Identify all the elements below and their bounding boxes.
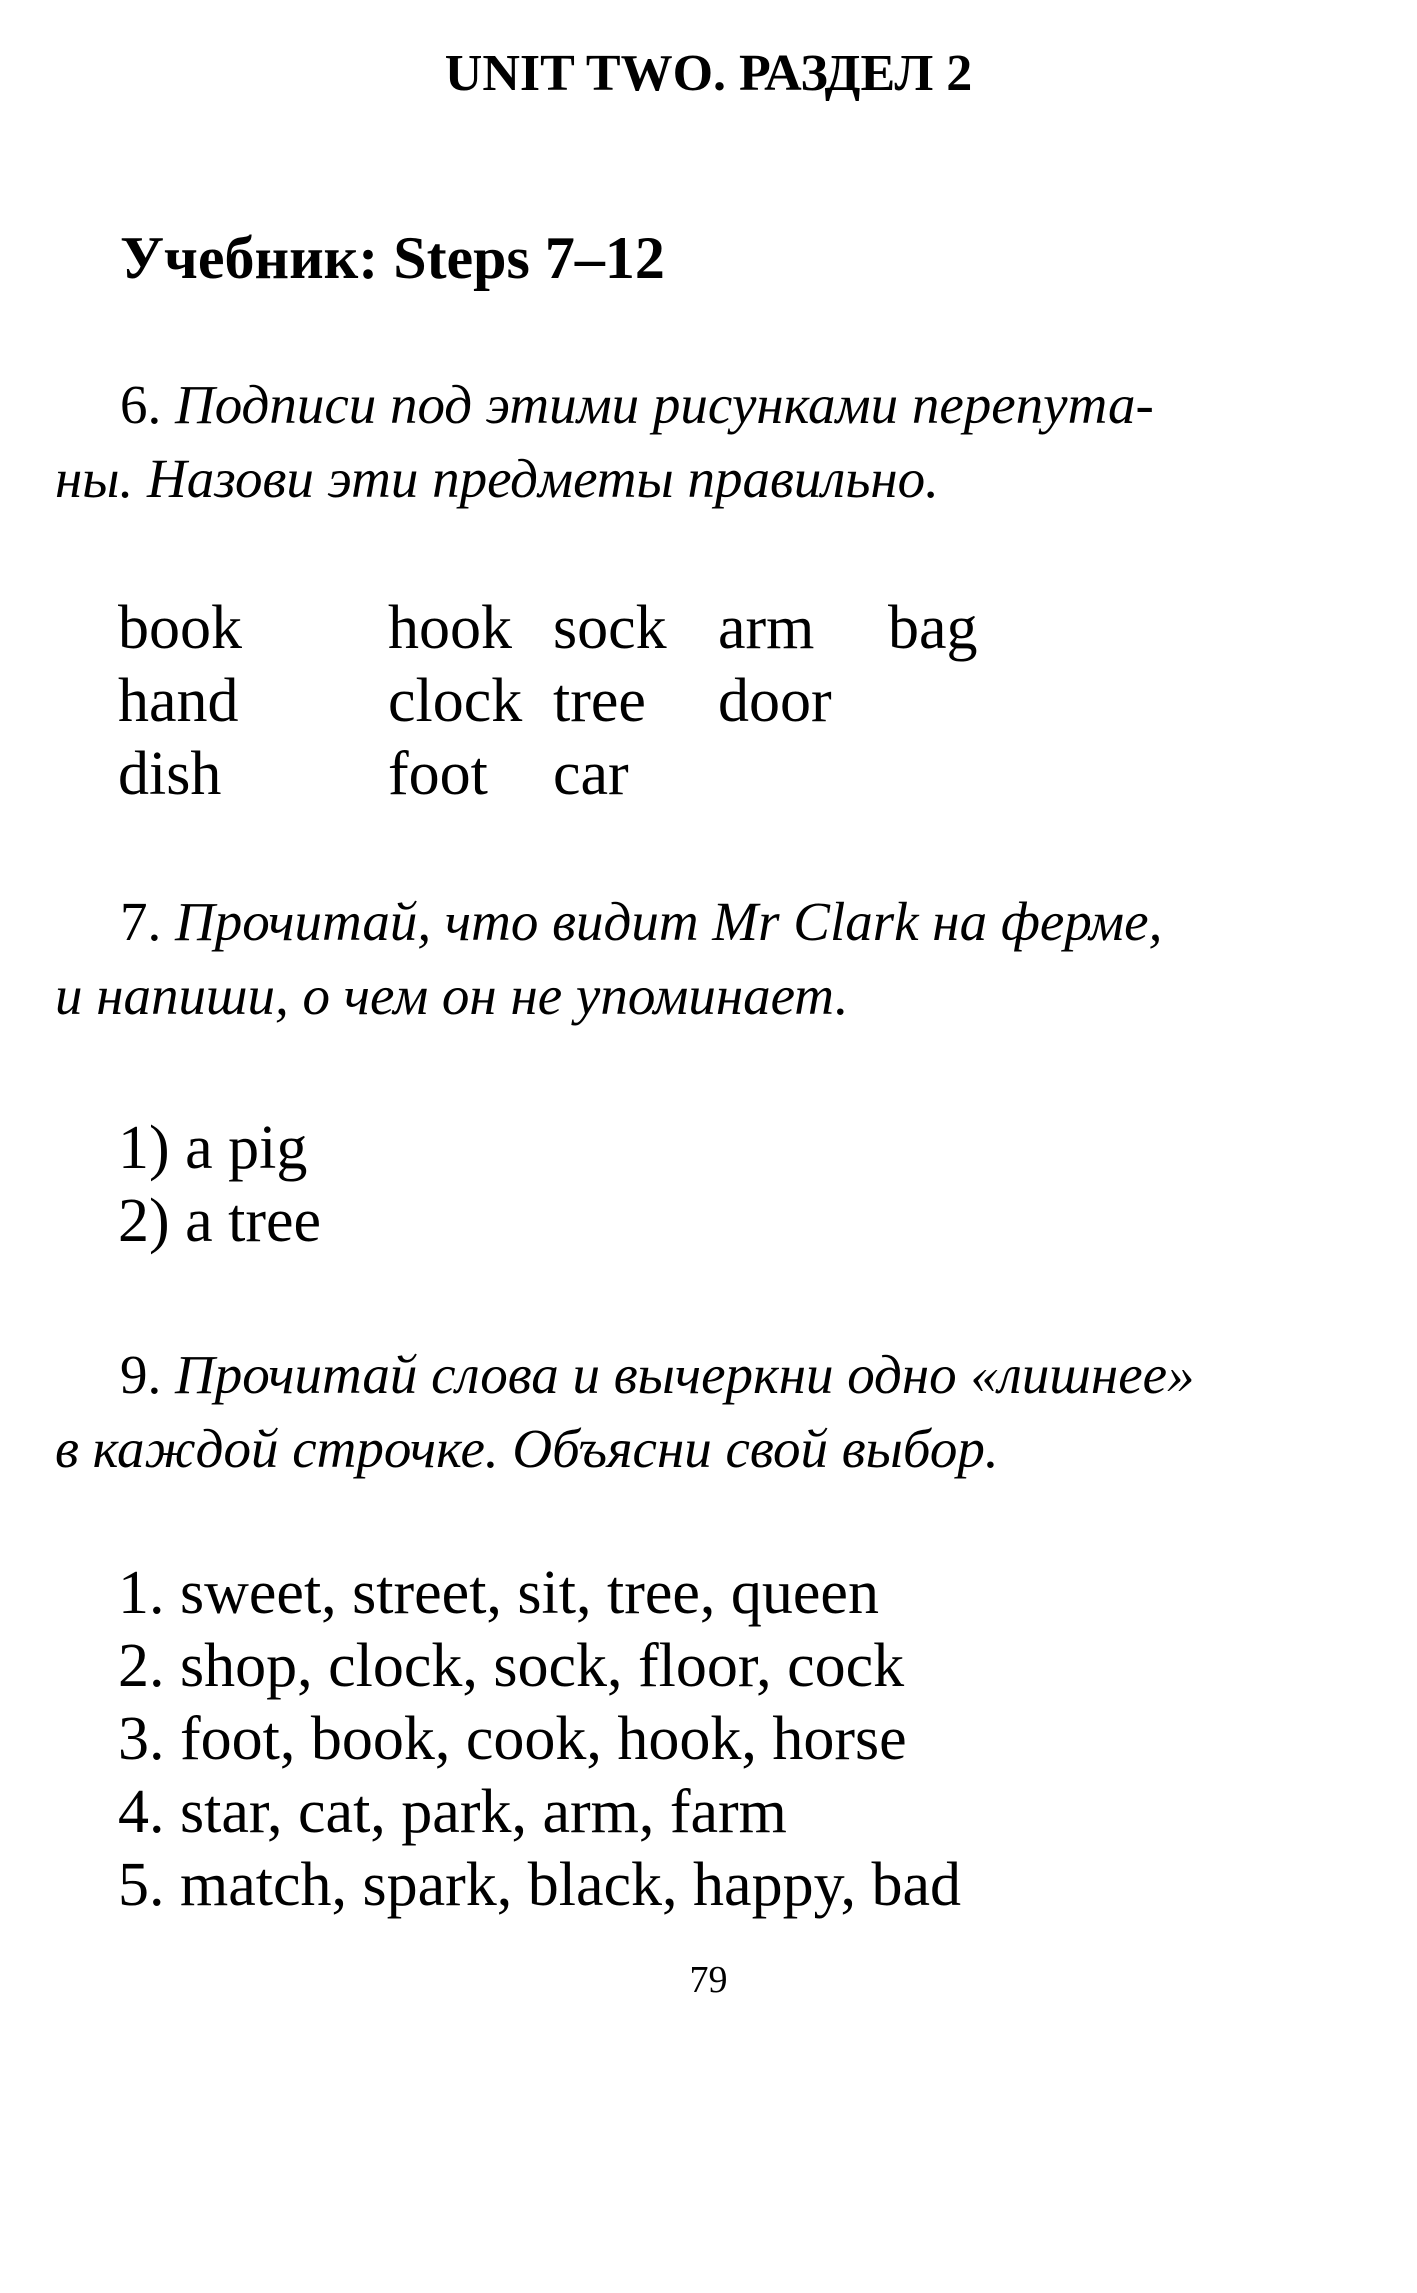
list-item: 1. sweet, street, sit, tree, queen xyxy=(118,1559,879,1627)
exercise-number: 7. xyxy=(120,891,162,952)
instruction-text: Подписи под этими рисунками перепута- xyxy=(175,374,1154,435)
word: door xyxy=(718,667,832,735)
page-number: 79 xyxy=(689,1959,728,2001)
instruction-line: в каждой строчке. Объясни свой выбор. xyxy=(55,1418,999,1479)
instruction-line: и напиши, о чем он не упоминает. xyxy=(55,965,849,1026)
list-item: 1) a pig xyxy=(118,1114,308,1182)
unit-header: UNIT TWO. РАЗДЕЛ 2 xyxy=(444,45,973,102)
list-item: 3. foot, book, cook, hook, horse xyxy=(118,1705,907,1773)
word: book xyxy=(118,594,242,662)
exercise-9-list xyxy=(118,1557,961,1922)
word: hook xyxy=(388,594,512,662)
word: sock xyxy=(553,594,667,662)
word: tree xyxy=(553,667,646,735)
word: clock xyxy=(388,667,523,735)
list-item: 2) a tree xyxy=(118,1187,322,1255)
exercise-6-word-grid xyxy=(118,592,1218,811)
list-item: 5. match, spark, black, happy, bad xyxy=(118,1851,962,1919)
word: hand xyxy=(118,667,239,735)
word-row xyxy=(118,592,1218,665)
textbook-reference: Учебник: Steps 7–12 xyxy=(120,225,665,291)
word-row xyxy=(118,738,1218,811)
instruction-text: Прочитай слова и вычеркни одно «лишнее» xyxy=(175,1344,1195,1405)
word: car xyxy=(553,740,629,808)
instruction-line xyxy=(55,885,1375,959)
instruction-line xyxy=(55,368,1375,442)
word: arm xyxy=(718,594,815,662)
exercise-7-list xyxy=(118,1112,321,1258)
instruction-text: Прочитай, что видит Mr Clark на ферме, xyxy=(175,891,1163,952)
instruction-line: ны. Назови эти предметы правильно. xyxy=(55,448,939,509)
list-item: 2. shop, clock, sock, floor, cock xyxy=(118,1632,905,1700)
word: foot xyxy=(388,740,488,808)
instruction-line xyxy=(55,1338,1375,1412)
list-item: 4. star, cat, park, arm, farm xyxy=(118,1778,787,1846)
exercise-7-instruction xyxy=(55,885,1375,1033)
exercise-9-instruction xyxy=(55,1338,1375,1486)
word: bag xyxy=(888,594,978,662)
exercise-number: 9. xyxy=(120,1344,162,1405)
word: dish xyxy=(118,740,222,808)
exercise-number: 6. xyxy=(120,374,162,435)
exercise-6-instruction xyxy=(55,368,1375,516)
word-row xyxy=(118,665,1218,738)
